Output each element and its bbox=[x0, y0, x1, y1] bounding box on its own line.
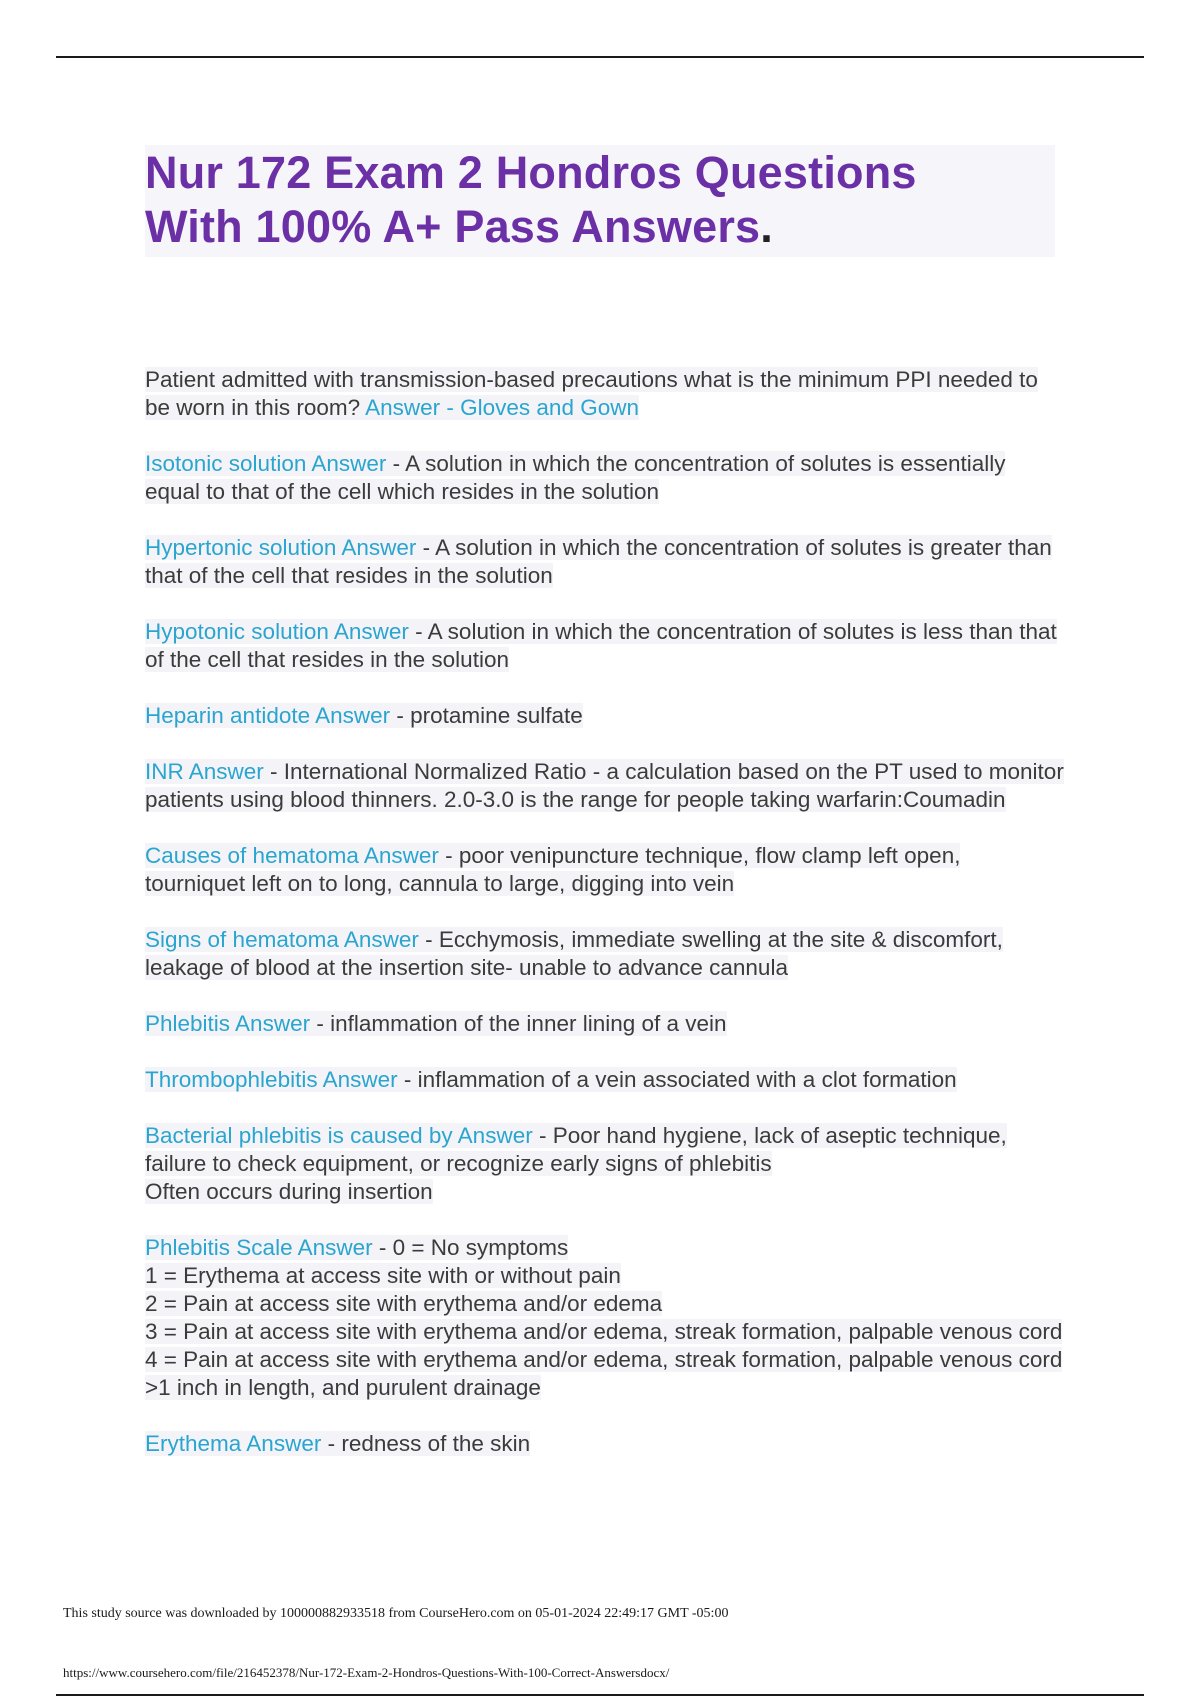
definition-text: - protamine sulfate bbox=[390, 703, 583, 728]
entry-highlight bbox=[145, 367, 1038, 420]
entry-highlight bbox=[145, 619, 1057, 672]
scale-line bbox=[145, 1346, 1065, 1402]
source-url: https://www.coursehero.com/file/216452378/Nur-172-Exam-2-Hondros-Questions-With-100-Correct-Answersdocx/ bbox=[63, 1665, 670, 1680]
list-item bbox=[145, 702, 1065, 730]
scale-line-text: 3 = Pain at access site with erythema and/or edema, streak formation, palpable venous cord bbox=[145, 1319, 1063, 1344]
term-text: Causes of hematoma Answer bbox=[145, 843, 439, 868]
term-text: Phlebitis Answer bbox=[145, 1011, 311, 1036]
term-text: Bacterial phlebitis is caused by Answer bbox=[145, 1123, 533, 1148]
entry-highlight bbox=[145, 759, 1064, 812]
qa-list bbox=[145, 366, 1065, 1486]
entry-highlight bbox=[145, 1431, 530, 1456]
list-item bbox=[145, 534, 1065, 590]
entry-highlight bbox=[145, 1123, 1007, 1176]
entry-highlight bbox=[145, 1067, 957, 1092]
definition-text: - 0 = No symptoms bbox=[372, 1235, 569, 1260]
answer-text: Answer - Gloves and Gown bbox=[365, 395, 639, 420]
entry-highlight bbox=[145, 1011, 727, 1036]
definition-text: - A solution in which the concentration of solutes is less than that of the cell that resides in the solution bbox=[145, 619, 1057, 672]
list-item bbox=[145, 842, 1065, 898]
download-source-notice: This study source was downloaded by 100000882933518 from CourseHero.com on 05-01-2024 22:49:17 GMT -05:00 bbox=[63, 1606, 729, 1621]
list-item bbox=[145, 1066, 1065, 1094]
entry-highlight bbox=[145, 927, 1003, 980]
list-item bbox=[145, 1234, 1065, 1402]
list-item bbox=[145, 1122, 1065, 1206]
title-period: . bbox=[760, 201, 773, 252]
scale-line bbox=[145, 1318, 1065, 1346]
bottom-rule bbox=[56, 1694, 1144, 1696]
list-item bbox=[145, 366, 1065, 422]
entry-highlight bbox=[145, 703, 583, 728]
scale-line bbox=[145, 1262, 1065, 1290]
term-text: Thrombophlebitis Answer bbox=[145, 1067, 398, 1092]
list-item bbox=[145, 1430, 1065, 1458]
term-text: Signs of hematoma Answer bbox=[145, 927, 419, 952]
top-rule bbox=[56, 56, 1144, 58]
definition-text: - inflammation of a vein associated with a clot formation bbox=[397, 1067, 957, 1092]
definition-text: - A solution in which the concentration of solutes is greater than that of the cell that resides in the solution bbox=[145, 535, 1052, 588]
term-text: Phlebitis Scale Answer bbox=[145, 1235, 373, 1260]
list-item bbox=[145, 618, 1065, 674]
term-text: INR Answer bbox=[145, 759, 264, 784]
definition-text: - Ecchymosis, immediate swelling at the site & discomfort, leakage of blood at the insertion site- unable to advance cannula bbox=[145, 927, 1003, 980]
question-text: Patient admitted with transmission-based precautions what is the minimum PPI needed to be worn in this room? bbox=[145, 367, 1038, 420]
document-title bbox=[145, 146, 1055, 254]
definition-text: - A solution in which the concentration of solutes is essentially equal to that of the cell which resides in the solution bbox=[145, 451, 1006, 504]
entry-highlight bbox=[145, 843, 960, 896]
entry-highlight bbox=[145, 451, 1005, 504]
term-text: Isotonic solution Answer bbox=[145, 451, 387, 476]
term-text: Hypotonic solution Answer bbox=[145, 619, 409, 644]
title-line-1: Nur 172 Exam 2 Hondros Questions bbox=[145, 147, 917, 198]
list-item bbox=[145, 758, 1065, 814]
title-line-2-text: With 100% A+ Pass Answers bbox=[145, 201, 761, 252]
scale-line-text: 1 = Erythema at access site with or without pain bbox=[145, 1263, 621, 1288]
extra-line bbox=[145, 1178, 1065, 1206]
definition-text: - Poor hand hygiene, lack of aseptic technique, failure to check equipment, or recognize early signs of phlebitis bbox=[145, 1123, 1007, 1176]
term-text: Heparin antidote Answer bbox=[145, 703, 391, 728]
scale-line-text: 2 = Pain at access site with erythema and/or edema bbox=[145, 1291, 663, 1316]
definition-text: - redness of the skin bbox=[321, 1431, 531, 1456]
scale-line-text: 4 = Pain at access site with erythema and/or edema, streak formation, palpable venous cord >1 inch in length, and purulent drainage bbox=[145, 1347, 1063, 1400]
definition-text: - inflammation of the inner lining of a vein bbox=[310, 1011, 727, 1036]
extra-text: Often occurs during insertion bbox=[145, 1179, 433, 1204]
entry-highlight bbox=[145, 1235, 568, 1260]
list-item bbox=[145, 450, 1065, 506]
list-item bbox=[145, 926, 1065, 982]
term-text: Hypertonic solution Answer bbox=[145, 535, 417, 560]
list-item bbox=[145, 1010, 1065, 1038]
term-text: Erythema Answer bbox=[145, 1431, 322, 1456]
entry-highlight bbox=[145, 535, 1052, 588]
scale-line bbox=[145, 1290, 1065, 1318]
title-line-2 bbox=[145, 200, 1055, 254]
definition-text: - International Normalized Ratio - a calculation based on the PT used to monitor patients using blood thinners. 2.0-3.0 is the range for people taking warfarin:Coumadin bbox=[145, 759, 1064, 812]
definition-text: - poor venipuncture technique, flow clamp left open, tourniquet left on to long, cannula to large, digging into vein bbox=[145, 843, 961, 896]
